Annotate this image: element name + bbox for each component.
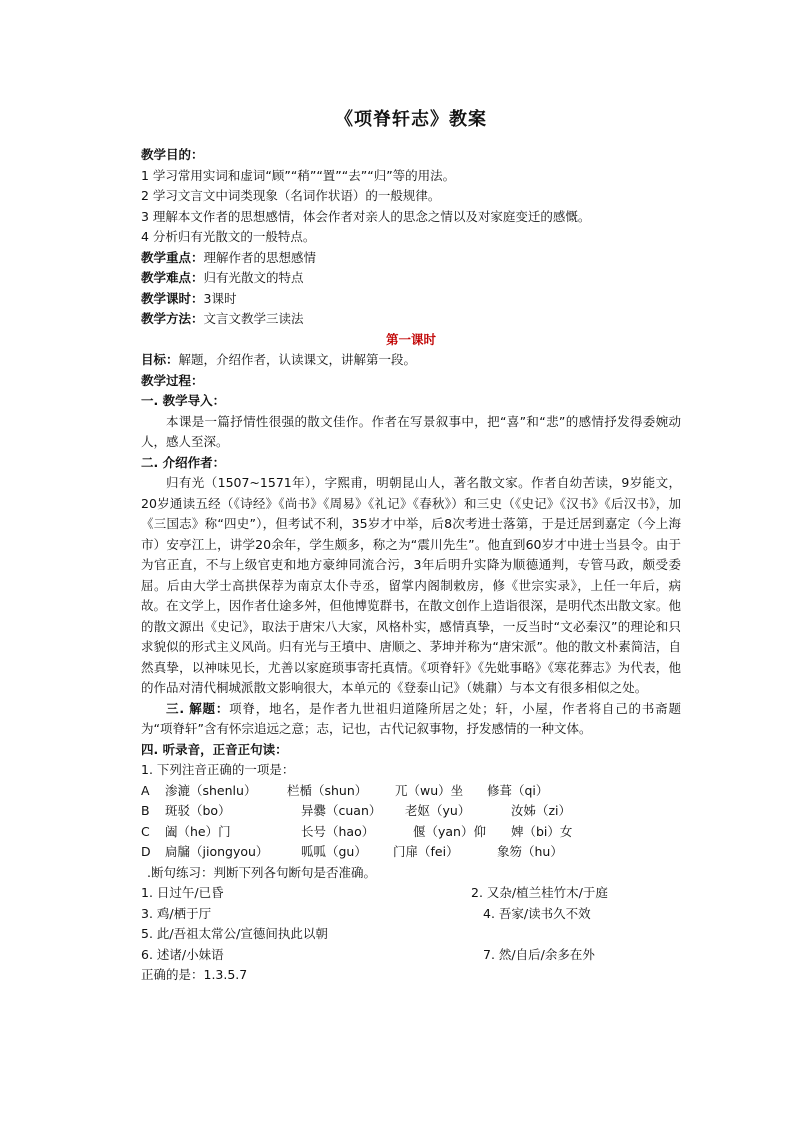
option-item: 门扉（fei）	[393, 844, 459, 859]
option-item: 修葺（qi）	[487, 782, 549, 798]
sentence-item: 6. 述诸/小妹语	[141, 946, 224, 962]
process-heading: 教学过程：	[141, 372, 204, 388]
section-intro-text: 本课是一篇抒情性很强的散文佳作。作者在写景叙事中，把“喜”和“悲”的感情抒发得委婉动人，感人至深。	[141, 413, 681, 449]
question-1: 1. 下列注音正确的一项是：	[141, 762, 295, 777]
sentence-item: 7. 然/自后/余多在外	[483, 946, 595, 962]
sentence-item: 1. 日过午/已昏	[141, 885, 224, 900]
sentence-item: 3. 鸡/栖于厅	[141, 905, 212, 921]
option-item: 扃牖（jiongyou）	[165, 844, 269, 859]
sentence-row	[141, 904, 681, 925]
goal-item: 1 学习常用实词和虚词“顾”“稍”“置”“去”“归”等的用法。	[141, 167, 456, 183]
option-row	[141, 822, 681, 843]
option-row	[141, 781, 681, 802]
section-title-text: 项脊，地名，是作者九世祖归道隆所居之处；轩，小屋，作者将自己的书斋题为“项脊轩”含有怀宗追远之意；志，记也，古代记叙事物，抒发感情的一种文体。	[141, 700, 681, 736]
option-item: 老妪（yu）	[405, 803, 471, 818]
hours-text: 3课时	[203, 290, 237, 306]
option-letter: B	[141, 803, 150, 818]
hours-row	[141, 289, 681, 310]
section-intro-heading: 一. 教学导入：	[141, 393, 226, 408]
goal-item: 2 学习文言文中词类现象（名词作状语）的一般规律。	[141, 188, 441, 203]
document-title: 《项脊轩志》教案	[335, 109, 487, 130]
sentence-row	[141, 945, 681, 966]
difficulty-row	[141, 268, 681, 289]
method-text: 文言文教学三读法	[203, 311, 304, 326]
option-item: 渗漉（shenlu）	[165, 782, 257, 798]
sentence-item: 4. 吾家/读书久不效	[483, 905, 591, 921]
option-letter: C	[141, 823, 150, 839]
sentence-row	[141, 924, 681, 945]
difficulty-label: 教学难点：	[141, 270, 204, 285]
focus-label: 教学重点：	[141, 249, 204, 265]
goal-item: 4 分析归有光散文的一般特点。	[141, 229, 316, 244]
answer-text: 正确的是：1.3.5.7	[141, 967, 248, 982]
goals-heading: 教学目的：	[141, 147, 204, 162]
option-item: 偃（yan）仰	[413, 823, 486, 839]
option-item: 象笏（hu）	[497, 844, 563, 859]
option-item: 斑驳（bo）	[165, 803, 231, 818]
option-item: 阖（he）门	[165, 823, 231, 839]
method-label: 教学方法：	[141, 311, 204, 326]
option-item: 兀（wu）坐	[395, 782, 464, 798]
section-author-text: 归有光（1507~1571年），字熙甫，明朝昆山人，著名散文家。作者自幼苦读，9岁能文，20岁通读五经（《诗经》《尚书》《周易》《礼记》《春秋》）和三史（《史记》《汉书》《后汉书》，加《三国志》称“四史”），但考试不利，35岁才中举，后8次考进士落第，于是迁居到嘉定（今上海市）安亭江上，讲学20余年，学生颇多，称之为“震川先生”。他直到60岁才中进士当县令。由于为官正直，不与上级官吏和地方豪绅同流合污，3年后明升实降为顺德通判，专管马政，颇受委屈。后由大学士高拱保荐为南京太仆寺丞，留掌内阁制敕房，修《世宗实录》，上任一年后，病故。在文学上，因作者仕途多舛，但他博览群书，在散文创作上造诣很深，是明代杰出散文家。他的散文源出《史记》，取法于唐宋八大家，风格朴实，感情真挚，一反当时“文必秦汉”的理论和只求貌似的形式主义风尚。归有光与王墳中、唐顺之、茅坤并称为“唐宋派”。他的散文朴素简洁，自然真挚，以神味见长，尤善以家庭琐事寄托真情。《项脊轩》《先妣事略》《寒花葬志》为代表，他的作品对清代桐城派散文影响很大，本单元的《登泰山记》（姚鼐）与本文有很多相似之处。	[141, 475, 681, 695]
option-item: 婢（bi）女	[511, 823, 573, 839]
section-author-heading: 二. 介绍作者：	[141, 454, 226, 470]
sentence-item: 2. 又杂/植兰桂竹木/于庭	[471, 885, 608, 900]
option-item: 汝姊（zi）	[511, 803, 572, 818]
focus-text: 理解作者的思想感情	[203, 249, 317, 265]
method-row	[141, 309, 681, 330]
option-item: 长号（hao）	[301, 823, 375, 839]
section-title-heading: 三. 解题：	[166, 700, 230, 716]
lesson-heading: 第一课时	[385, 331, 436, 347]
sentence-row	[141, 883, 681, 904]
focus-row	[141, 248, 681, 269]
target-row	[141, 350, 681, 371]
section-title-explain	[141, 699, 681, 740]
document-page	[141, 105, 681, 986]
option-letter: D	[141, 844, 151, 859]
section-listen-heading: 四. 听录音，正音正句读：	[141, 741, 288, 757]
question-2: .断句练习：判断下列各句断句是否准确。	[147, 864, 376, 880]
option-item: 异爨（cuan）	[301, 803, 382, 818]
goal-item: 3 理解本文作者的思想感情，体会作者对亲人的思念之情以及对家庭变迁的感慨。	[141, 208, 591, 224]
option-item: 栏楯（shun）	[287, 782, 368, 798]
option-letter: A	[141, 782, 150, 798]
hours-label: 教学课时：	[141, 290, 204, 306]
option-item: 呱呱（gu）	[301, 844, 367, 859]
difficulty-text: 归有光散文的特点	[203, 270, 304, 285]
sentence-item: 5. 此/吾祖太常公/宣德间执此以朝	[141, 926, 328, 941]
target-text: 解题，介绍作者，认读课文，讲解第一段。	[178, 352, 417, 367]
target-label: 目标：	[141, 352, 179, 367]
option-row	[141, 801, 681, 822]
option-row	[141, 842, 681, 863]
